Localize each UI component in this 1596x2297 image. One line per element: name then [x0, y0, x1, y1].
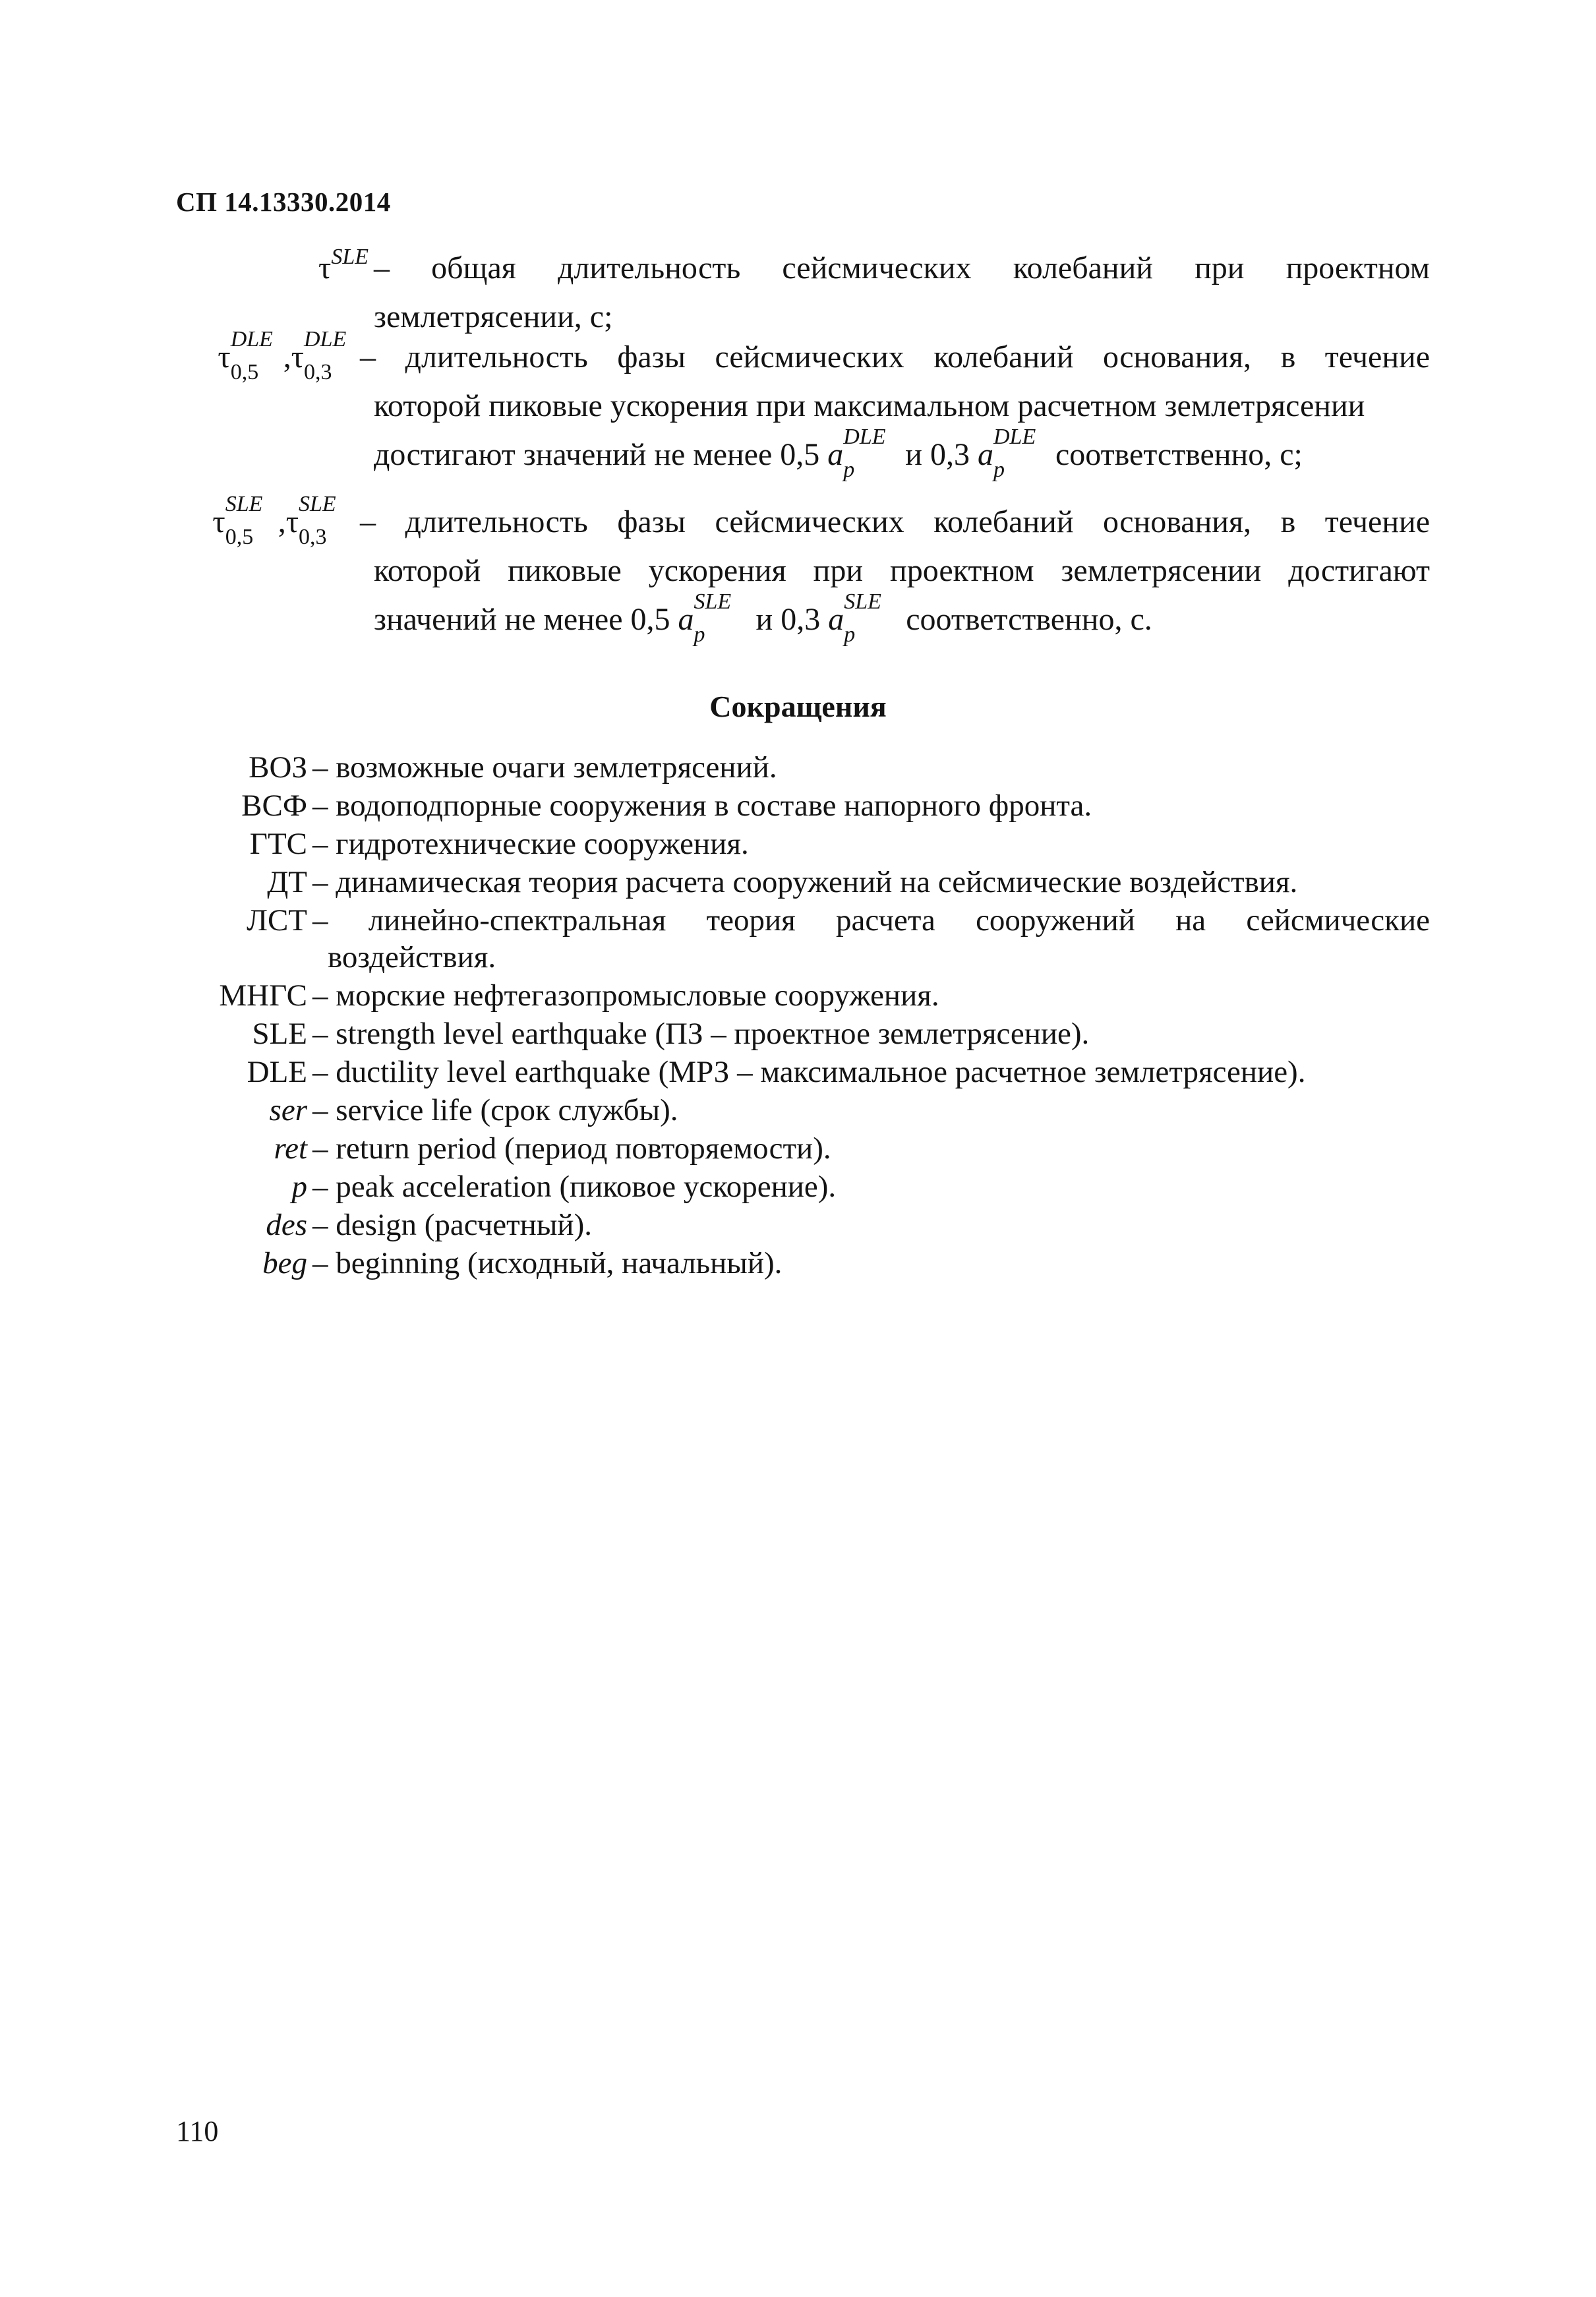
definition-symbol: $\tau^{SLE}$ [318, 245, 369, 285]
definition-symbol: τ DLE 0,5 ,τ DLE 0,3 [218, 327, 347, 384]
abbreviation-definition: – beginning (исходный, начальный). [312, 1246, 783, 1280]
abbreviation-item [0, 1168, 1596, 1206]
abbreviation-item [0, 1091, 1596, 1129]
definition-text: – длительность фазы сейсмических колебаний основания, в течение которой пиковые ускорения при проектном землетрясении достигают значений не менее 0,5 a SLE p и 0,3 a SLE p соответственно, с. [360, 504, 1430, 647]
abbreviation-item [0, 1244, 1596, 1282]
abbreviation-definition: – морские нефтегазопромысловые сооружения. [312, 978, 939, 1013]
abbreviation-term: DLE [247, 1055, 307, 1089]
abbreviation-term: ser [269, 1093, 307, 1127]
abbreviation-definition: – design (расчетный). [312, 1208, 592, 1242]
abbreviation-term: ВСФ [241, 789, 307, 823]
definition-last-line: значений не менее 0,5 a SLE p и 0,3 a SLE p соответственно, с. [374, 589, 1152, 647]
abbreviation-item [0, 1015, 1596, 1053]
abbreviation-definition: – service life (срок службы). [312, 1093, 678, 1127]
abbreviation-definition: – гидротехнические сооружения. [312, 827, 749, 861]
abbreviation-definition: – динамическая теория расчета сооружений на сейсмические воздействия. [312, 865, 1298, 899]
abbreviation-term: ЛСТ [247, 903, 307, 938]
abbreviation-item [0, 748, 1596, 787]
abbreviation-definition: – линейно-спектральная теория расчета сооружений на сейсмические [312, 903, 1430, 938]
page-number: 110 [176, 2115, 219, 2147]
abbreviation-item [0, 1053, 1596, 1091]
abbreviation-term: des [266, 1208, 307, 1242]
abbreviation-definition: – ductility level earthquake (МРЗ – максимальное расчетное землетрясение). [312, 1055, 1306, 1089]
abbreviation-term: МНГС [219, 978, 307, 1013]
abbreviation-item [0, 825, 1596, 863]
abbreviation-item [0, 976, 1596, 1015]
definition-text: – длительность фазы сейсмических колебаний основания, в течение которой пиковые ускорения при максимальном расчетном землетрясении достигают значений не менее 0,5 a DLE p и 0,3 a DLE p соответственно, с; [360, 340, 1430, 482]
abbreviation-term: ДТ [267, 865, 307, 899]
section-title-abbreviations: Сокращения [709, 690, 887, 723]
abbreviation-definition: – return period (период повторяемости). [312, 1131, 831, 1166]
abbreviation-definition: – strength level earthquake (ПЗ – проектное землетрясение). [312, 1017, 1090, 1051]
document-code: СП 14.13330.2014 [176, 187, 391, 217]
abbreviation-item [0, 1129, 1596, 1168]
abbreviation-item-continuation [0, 938, 1596, 976]
definition-symbol: τ SLE 0,5 ,τ SLE 0,3 [212, 492, 336, 549]
abbreviation-item [0, 863, 1596, 901]
abbreviation-term: ret [274, 1131, 307, 1166]
abbreviation-term: beg [262, 1246, 307, 1280]
definition-last-line: достигают значений не менее 0,5 a DLE p и 0,3 a DLE p соответственно, с; [374, 425, 1303, 482]
abbreviation-item [0, 1206, 1596, 1244]
abbreviation-definition-continuation: воздействия. [328, 940, 496, 974]
abbreviation-term: p [291, 1170, 307, 1204]
abbreviation-definition: – возможные очаги землетрясений. [312, 750, 777, 785]
abbreviation-item [0, 787, 1596, 825]
abbreviation-term: ВОЗ [249, 750, 307, 785]
abbreviation-term: SLE [252, 1017, 307, 1051]
abbreviation-definition: – peak acceleration (пиковое ускорение). [312, 1170, 837, 1204]
abbreviation-definition: – водоподпорные сооружения в составе напорного фронта. [312, 789, 1092, 823]
abbreviation-term: ГТС [249, 827, 307, 861]
abbreviation-item [0, 901, 1596, 940]
definition-text: – общая длительность сейсмических колебаний при проектном землетрясении, с; [374, 251, 1430, 334]
